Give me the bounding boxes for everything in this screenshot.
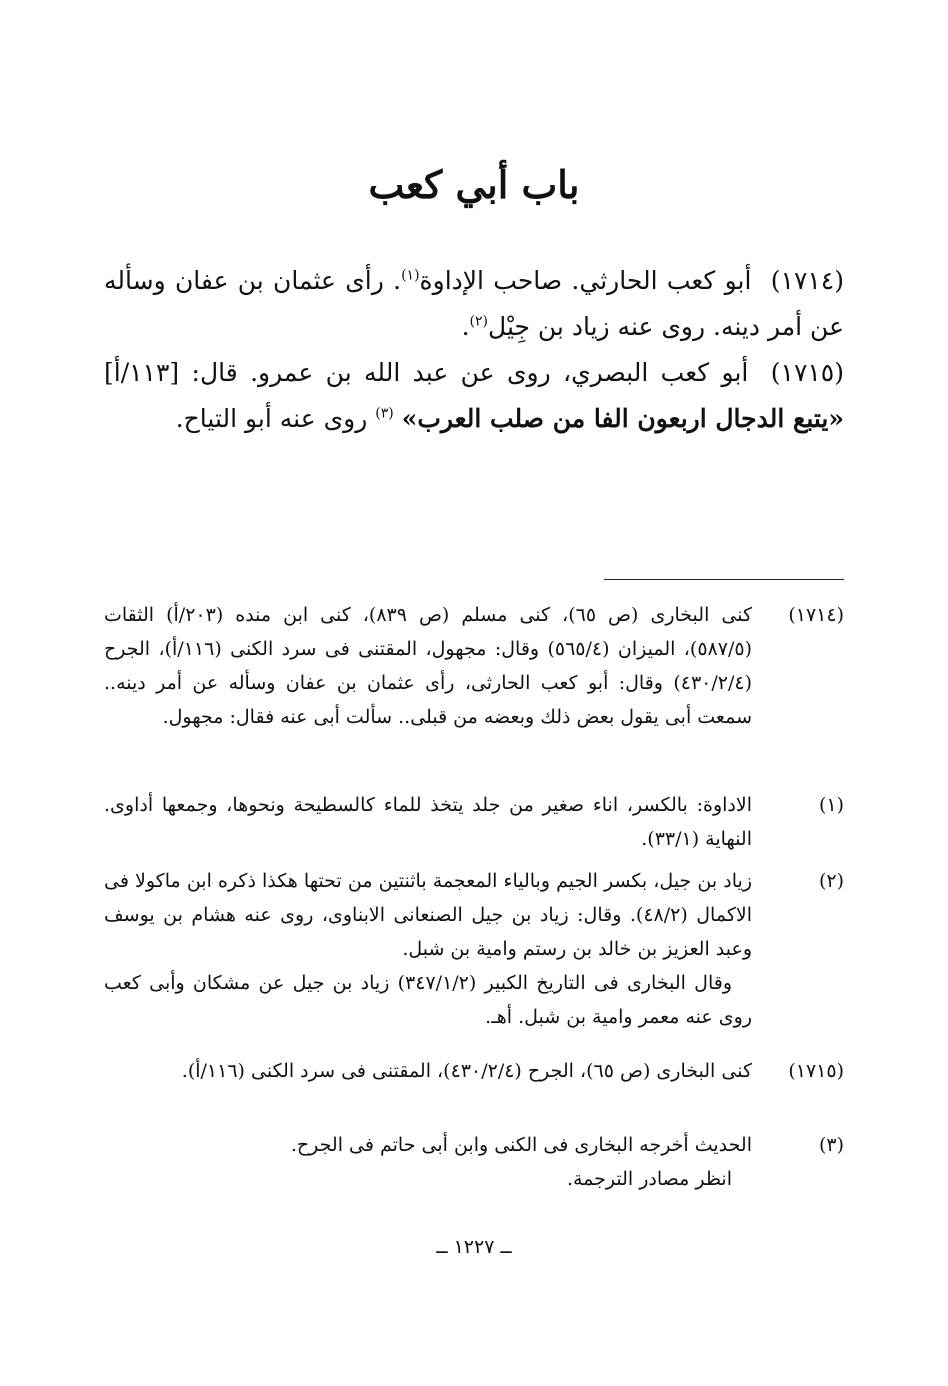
footnote-ref[interactable]: (٣) [375,405,394,422]
entry-number: (١٧١٤) [770,266,844,295]
entry-text: . رأى عثمان بن عفان وسأله عن أمر دينه. روى عنه زياد بن جِيْل [104,266,844,341]
footnote-text: الاداوة: بالكسر، اناء صغير من جلد يتخذ للماء كالسطيحة ونحوها، وجمعها أداوى. النهاية (٣٣/١). [104,794,752,850]
entry-number: (١٧١٥) [770,358,844,387]
footnote-1 [104,788,844,856]
footnote-text: وقال البخارى فى التاريخ الكبير (٣٤٧/١/٢) زياد بن جيل عن مشكان وأبى كعب روى عنه معمر وامية بن شبل. أهـ. [104,972,752,1028]
entry-1715 [104,350,844,442]
footnote-ref[interactable]: (١) [401,267,420,284]
footnote-text: انظر مصادر الترجمة. [566,1168,732,1190]
footnote-text: الحديث أخرجه البخارى فى الكنى وابن أبى حاتم فى الجرح. [290,1134,752,1156]
entry-1714: (١٧١٤) أبو كعب الحارثي. صاحب الإداوة$^{(١)}$. رأى عثمان بن عفان وسأله عن أمر دينه. روى عنه زياد بن جِيْل$^{(٢)}$. [104,266,844,341]
chapter-title: باب أبي كعب [368,162,580,207]
entry-text: روى عنه أبو التياح. [175,404,376,433]
footnote-ref[interactable]: (٢) [469,313,489,330]
footnote-number: (٢) [818,870,844,892]
footnote-number: (١٧١٤) [788,604,844,626]
footnote-1715 [104,1054,844,1088]
footnote-1714 [104,598,844,734]
entry-text: أبو كعب الحارثي. صاحب الإداوة [419,266,752,295]
entry-text: أبو كعب البصري، روى عن عبد الله بن عمرو. قال: [١١٣/أ] [104,358,749,387]
footnote-number: (٣) [818,1134,844,1156]
hadith-quote: «يتبع الدجال اربعون الفا من صلب العرب» [401,404,844,433]
footnote-3 [104,1128,844,1196]
page-number: ــ ١٢٢٧ ــ [436,1236,512,1258]
footnote-text: كنى البخارى (ص ٦٥)، الجرح (٤٣٠/٢/٤)، المقتنى فى سرد الكنى (١١٦/أ). [181,1060,752,1082]
footnote-text: كنى البخارى (ص ٦٥)، كنى مسلم (ص ٨٣٩)، كنى ابن منده (٢٠٣/أ) الثقات (٥٨٧/٥)، الميزان (٥٦٥/٤) وقال: مجهول، المقتنى فى سرد الكنى (١١٦/أ)، الجرح (٤٣٠/٢/٤) وقال: أبو كعب الحارثى، رأى عثمان بن عفان وسأله عن أمر دينه.. سمعت أبى يقول بعض ذلك وبعضه من قبلى.. سألت أبى عنه فقال: مجهول. [104,604,752,728]
footnote-separator [604,579,844,580]
footnote-number: (١٧١٥) [788,1060,844,1082]
footnote-2 [104,864,844,1034]
footnote-text: زياد بن جيل، بكسر الجيم وبالياء المعجمة باثنتين من تحتها هكذا ذكره ابن ماكولا فى الاكمال (٤٨/٢). وقال: زياد بن جيل الصنعانى الابناوى، روى عنه هشام بن يوسف وعبد العزيز بن خالد بن رستم وامية بن شبل. [104,870,752,960]
footnote-number: (١) [818,794,844,816]
